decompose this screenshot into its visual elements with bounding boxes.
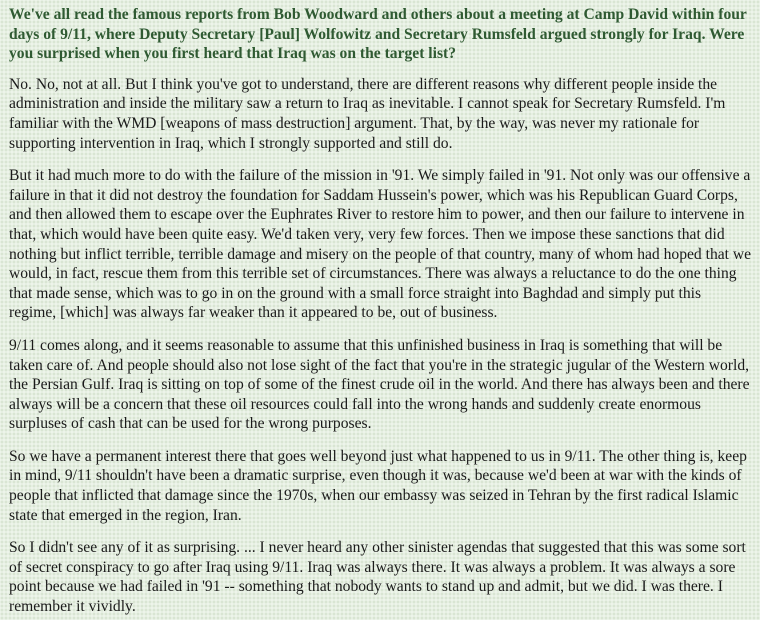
answer-paragraph-5: So I didn't see any of it as surprising. ... I never heard any other sinister agendas that suggested that this was some sort of secret conspiracy to go after Iraq using 9/11. Iraq was always there. It was always a problem. It was always a sore point because we had failed in '91 -- something that nobody wants to stand up and admit, but we did. I was there. I remember it vividly. <box>9 539 746 616</box>
interview-question: We've all read the famous reports from Bob Woodward and others about a meeting at Camp David within four days of 9/11, where Deputy Secretary [Paul] Wolfowitz and Secretary Rumsfeld argued strongly for Iraq. Were you surprised when you first heard that Iraq was on the target list? <box>9 6 747 63</box>
interview-answer <box>9 75 752 617</box>
answer-paragraph-4: So we have a permanent interest there that goes well beyond just what happened to us in 9/11. The other thing is, keep in mind, 9/11 shouldn't have been a dramatic surprise, even though it was, because we'd been at war with the kinds of people that inflicted that damage since the 1970s, when our embassy was seized in Tehran by the first radical Islamic state that emerged in the region, Iran. <box>9 447 747 524</box>
answer-paragraph-2: But it had much more to do with the failure of the mission in '91. We simply failed in '91. Not only was our offensive a failure in that it did not destroy the foundation for Saddam Hussein's power, which was his Republican Guard Corps, and then allowed them to escape over the Euphrates River to restore him to power, and then our failure to intervene in that, which would have been quite easy. We'd taken very, very few forces. Then we impose these sanctions that did nothing but inflict terrible, terrible damage and misery on the people of that country, many of whom had hoped that we would, in fact, rescue them from this terrible set of circumstances. There was always a reluctance to do the one thing that made sense, which was to go in on the ground with a small force straight into Baghdad and simply put this regime, [which] was always far weaker than it appeared to be, out of business. <box>9 167 752 322</box>
answer-paragraph-1: No. No, not at all. But I think you've got to understand, there are different reasons why different people inside the administration and inside the military saw a return to Iraq as inevitable. I cannot speak for Secretary Rumsfeld. I'm familiar with the WMD [weapons of mass destruction] argument. That, by the way, was never my rationale for supporting intervention in Iraq, which I strongly supported and still do. <box>9 75 726 152</box>
answer-paragraph-3: 9/11 comes along, and it seems reasonable to assume that this unfinished business in Iraq is something that will be taken care of. And people should also not lose sight of the fact that you're in the strategic jugular of the Western world, the Persian Gulf. Iraq is sitting on top of some of the finest crude oil in the world. And there has always been and there always will be a concern that these oil resources could fall into the wrong hands and suddenly create enormous surpluses of cash that can be used for the wrong purposes. <box>9 336 750 433</box>
